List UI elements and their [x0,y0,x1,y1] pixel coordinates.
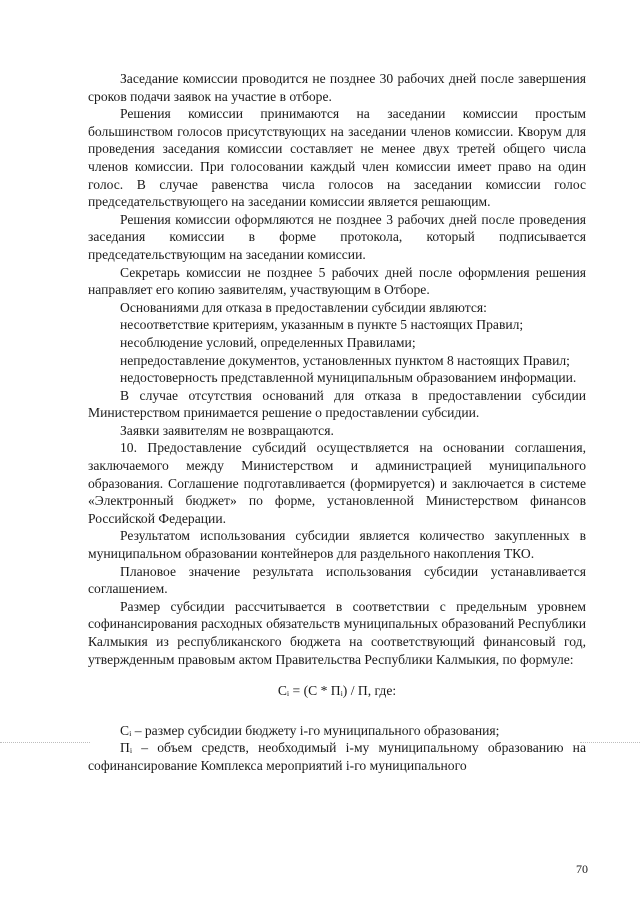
paragraph-protocol: Решения комиссии оформляются не позднее 3 рабочих дней после проведения заседания комиссии в форме протокола, который подписывается председательствующим на заседании комиссии. [88,211,586,262]
scan-artifact-line-left [0,742,90,743]
list-item-criteria: несоответствие критериям, указанным в пункте 5 настоящих Правил; [120,317,524,333]
list-item-information: недостоверность представленной муниципальным образованием информации. [120,370,577,386]
paragraph-subsidy-size: Размер субсидии рассчитывается в соответствии с предельным уровнем софинансирования расходных обязательств муниципальных образований Республики Калмыкия из республиканского бюджета на соответствующий финансовый год, утвержденным правовым актом Правительства Республики Калмыкия, по формуле: [88,598,586,667]
paragraph-decisions-voting: Решения комиссии принимаются на заседании комиссии простым большинством голосов присутствующих на заседании членов комиссии. Кворум для проведения заседания комиссии составляет не менее двух третей общего числа членов комиссии. При голосовании каждый член комиссии имеет право на один голос. В случае равенства числа голосов на заседании комиссии голос председательствующего на заседании комиссии является решающим. [88,106,586,210]
paragraph-subsidy-decision: В случае отсутствия оснований для отказа в предоставлении субсидии Министерством принимается решение о предоставлении субсидии. [88,387,586,421]
paragraph-planned-value: Плановое значение результата использования субсидии устанавливается соглашением. [88,563,586,597]
list-item-documents: непредоставление документов, установленных пунктом 8 настоящих Правил; [120,352,570,368]
scan-artifact-line-right [580,742,640,743]
page-number: 70 [576,862,588,877]
paragraph-applications-not-returned: Заявки заявителям не возвращаются. [120,422,334,438]
list-item-conditions: несоблюдение условий, определенных Правилами; [120,334,416,350]
paragraph-refusal-grounds: Основаниями для отказа в предоставлении субсидии являются: [120,299,487,315]
paragraph-secretary: Секретарь комиссии не позднее 5 рабочих дней после оформления решения направляет его копию заявителям, участвующим в Отборе. [88,264,586,298]
paragraph-agreement: 10. Предоставление субсидий осуществляется на основании соглашения, заключаемого между Министерством и администрацией муниципального образования. Соглашение подготавливается (формируется) и заключается в системе «Электронный бюджет» по форме, установленной Министерством финансов Российской Федерации. [88,440,586,526]
subsidy-formula: Cᵢ = (C * Пᵢ) / П, где: [277,683,397,699]
definition-ci: Cᵢ – размер субсидии бюджету i-го муниципального образования; [120,722,500,738]
paragraph-meeting-deadline: Заседание комиссии проводится не позднее 30 рабочих дней после завершения сроков подачи заявок на участие в отборе. [88,71,586,104]
paragraph-result: Результатом использования субсидии является количество закупленных в муниципальном образовании контейнеров для раздельного накопления ТКО. [88,528,586,562]
definition-pi: Пᵢ – объем средств, необходимый i-му муниципальному образованию на софинансирование Комплекса мероприятий i-го муниципального [88,740,586,773]
